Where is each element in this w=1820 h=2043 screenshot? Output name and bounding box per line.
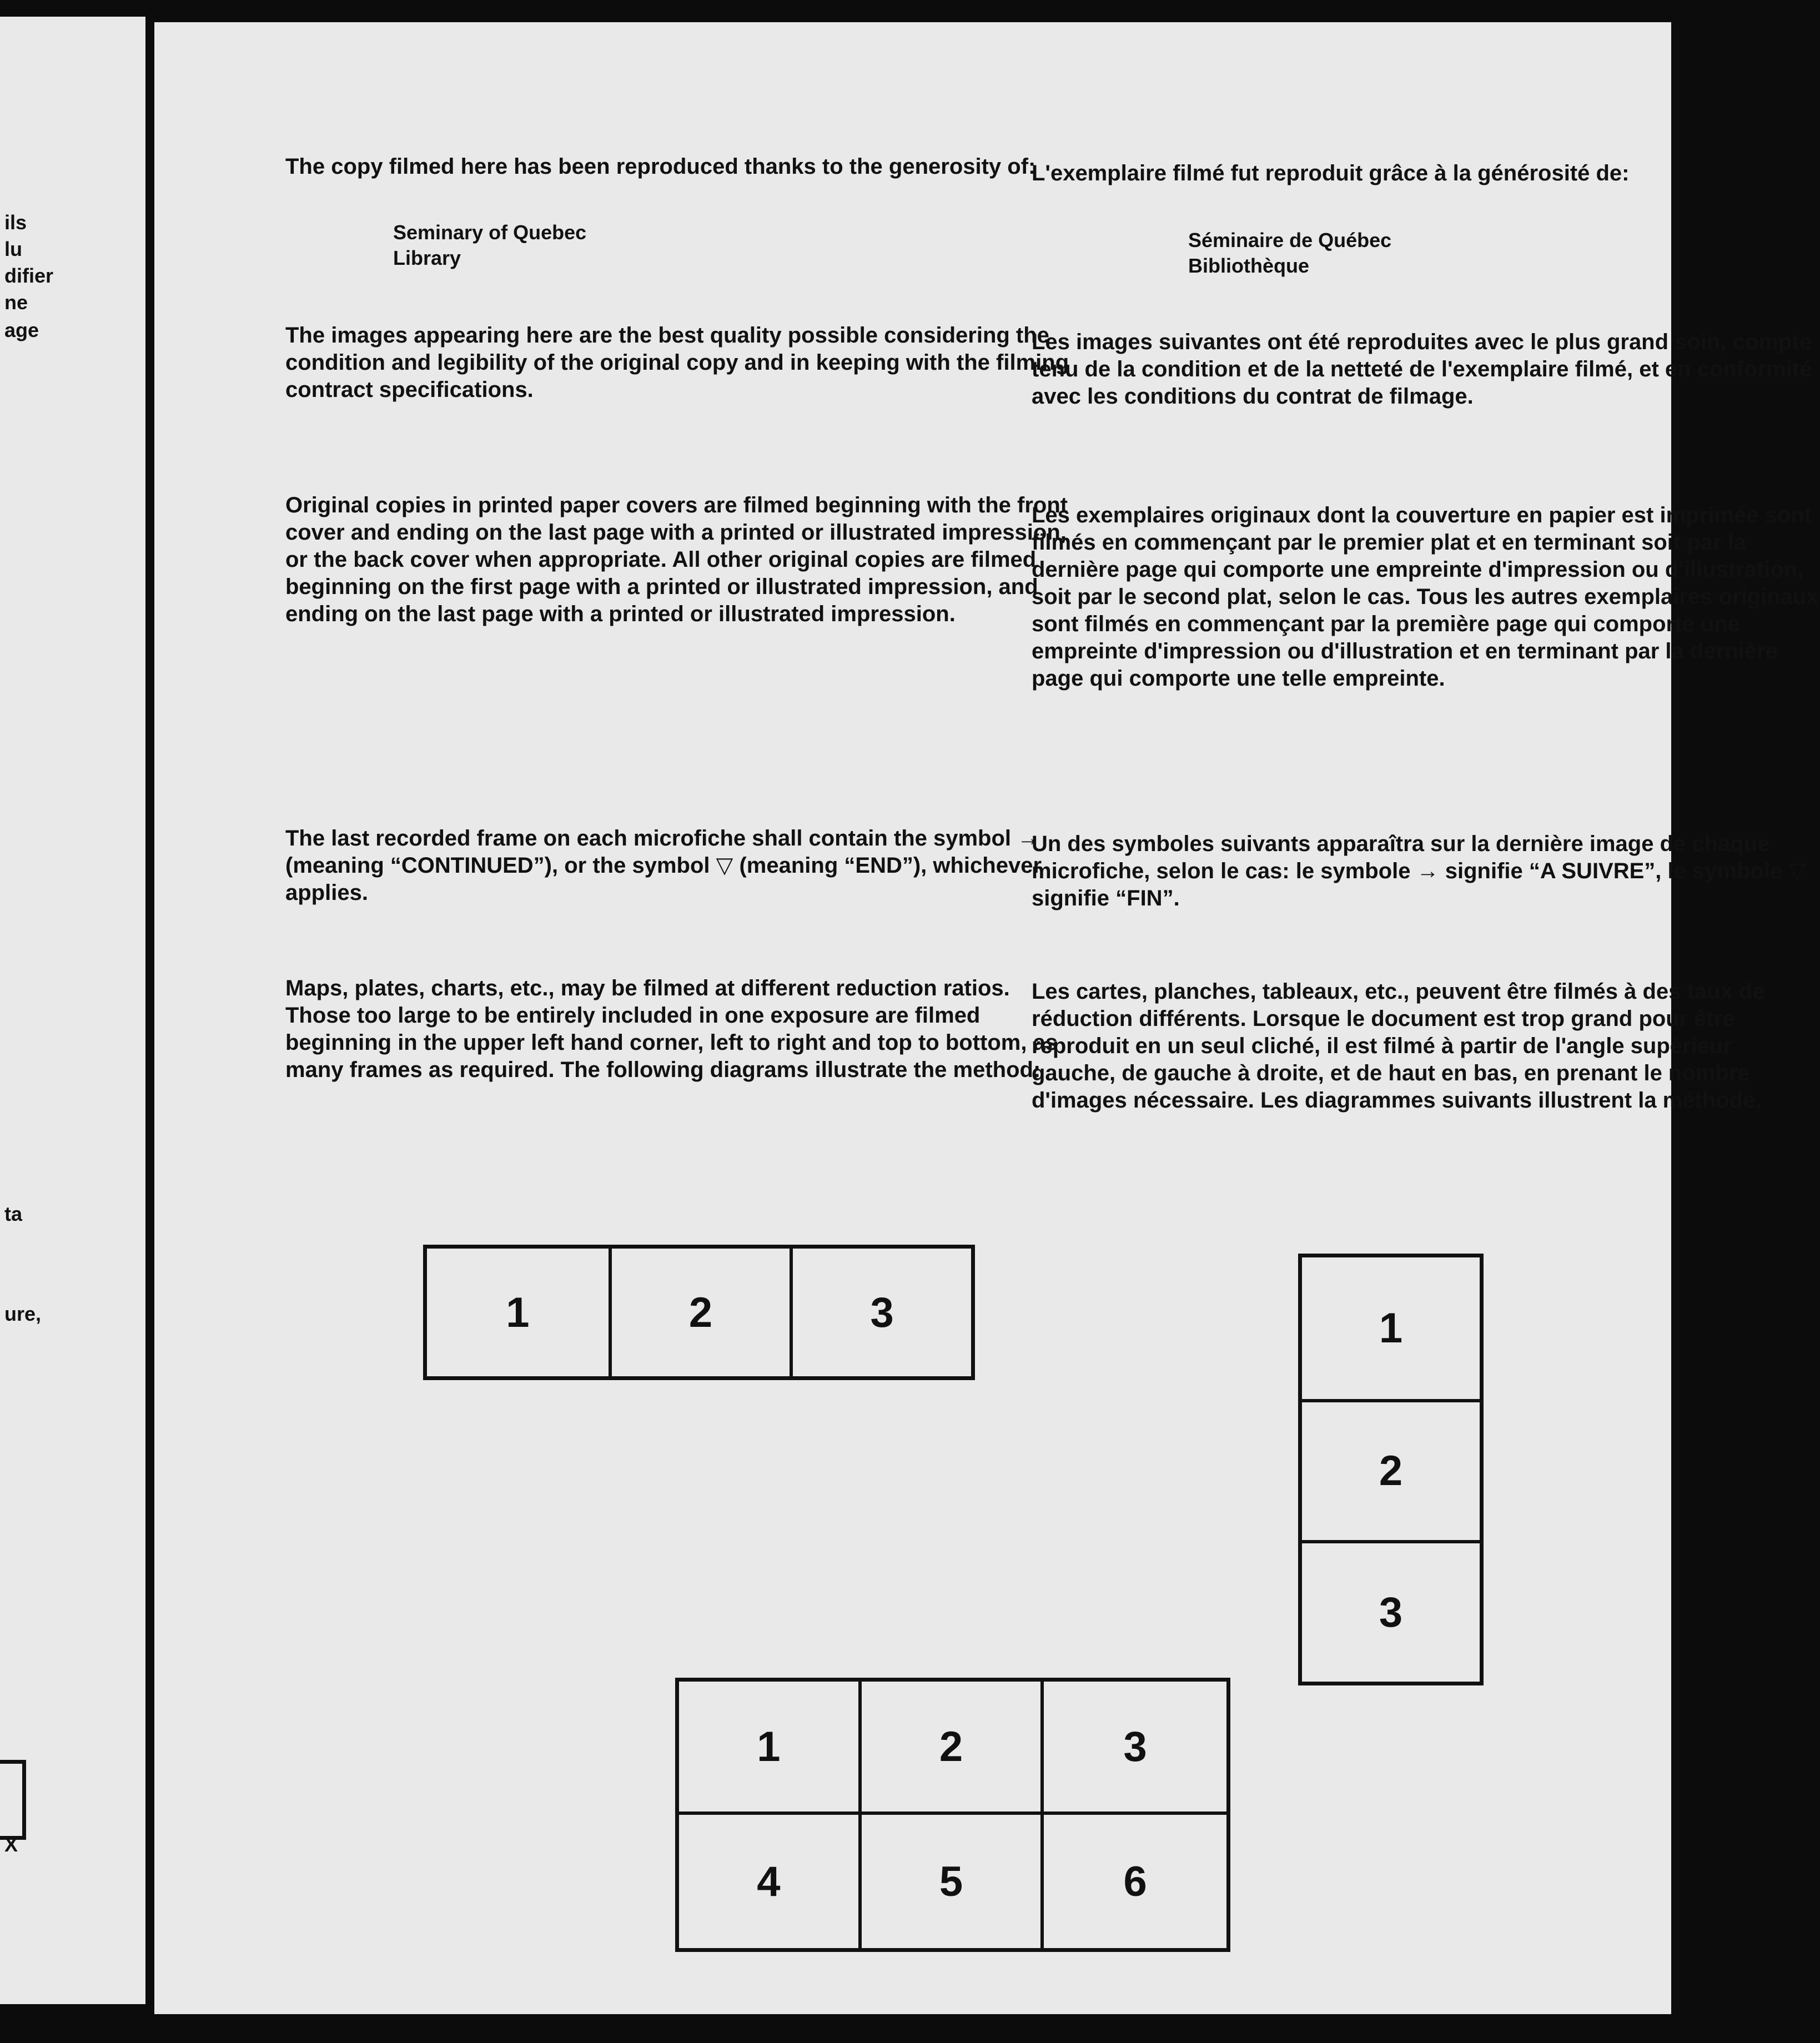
french-library-name: Séminaire de Québec <box>1188 229 1392 251</box>
french-paragraph-4 <box>1032 978 1820 1114</box>
english-paragraph-1 <box>285 322 1074 404</box>
english-library <box>393 220 586 271</box>
english-p2-text: Original copies in printed paper covers are filmed beginning with the front cover and ending on the last page with a printed or illustrated impression, or the back cover when appropriate. All other original copies are filmed beginning on the first page with a printed or illustrated impression, and ending on the last page with a printed or illustrated impression. <box>285 493 1068 626</box>
english-paragraph-3 <box>285 825 1074 907</box>
english-paragraph-2 <box>285 492 1074 628</box>
diagram-frame: 1 <box>506 1289 530 1336</box>
english-paragraph-4 <box>285 975 1074 1084</box>
left-text-fragment: ta <box>4 1202 23 1225</box>
left-page-edge <box>0 17 145 2004</box>
diagram-frame: 1 <box>679 1682 862 1815</box>
diagram-frame: 1 <box>1379 1304 1403 1352</box>
french-library <box>1188 228 1391 279</box>
main-page <box>154 22 1819 2014</box>
diagram-frame: 2 <box>609 1249 790 1376</box>
english-column <box>285 153 1074 180</box>
diagram-frame: 5 <box>862 1815 1044 1948</box>
english-intro: The copy filmed here has been reproduced thanks to the generosity of: <box>285 154 1036 179</box>
diagram-column-of-three <box>1298 1254 1484 1685</box>
left-text-fragment: ure, <box>4 1302 42 1325</box>
diagram-frame: 2 <box>1302 1399 1480 1541</box>
french-library-sub: Bibliothèque <box>1188 254 1309 277</box>
english-library-name: Seminary of Quebec <box>393 221 587 244</box>
english-p1-text: The images appearing here are the best quality possible considering the condition and legibility of the original copy and in keeping with the filming contract specifications. <box>285 323 1069 402</box>
french-p2-text: Les exemplaires originaux dont la couverture en papier est imprimée sont filmés en commençant par le premier plat et en terminant soit par la dernière page qui comporte une empreinte d'impression ou d'illustration, soit par le second plat, selon le cas. Tous les autres exemplaires originaux sont filmés en commençant par la première page qui comporte une empreinte d'impression ou d'illustration et en terminant par la dernière page qui comporte une telle empreinte. <box>1032 503 1819 691</box>
diagram-frame: 4 <box>679 1815 862 1948</box>
diagram-frame: 6 <box>1123 1858 1147 1905</box>
english-p3-text: The last recorded frame on each microfiche shall contain the symbol → (meaning “CONTINUED”), or the symbol ▽ (meaning “END”), whichever applies. <box>285 826 1042 905</box>
diagram-frame: 3 <box>1044 1682 1226 1815</box>
left-text-fragment: difier <box>4 264 54 287</box>
left-text-fragment: ils <box>4 211 27 234</box>
left-text-fragment: ne <box>4 291 28 314</box>
french-paragraph-3 <box>1032 831 1820 912</box>
left-text-fragment: age <box>4 319 39 341</box>
left-text-fragment: lu <box>4 238 22 260</box>
french-paragraph-1 <box>1032 329 1820 410</box>
french-column <box>1032 160 1820 187</box>
diagram-frame: 3 <box>790 1249 971 1376</box>
french-intro: L'exemplaire filmé fut reproduit grâce à la générosité de: <box>1032 161 1630 185</box>
diagram-grid-of-six <box>675 1678 1230 1952</box>
diagram-frame: 3 <box>1302 1540 1480 1682</box>
french-p1-text: Les images suivantes ont été reproduites avec le plus grand soin, compte tenu de la condition et de la netteté de l'exemplaire filmé, et en conformité avec les conditions du contrat de filmage. <box>1032 330 1812 409</box>
diagram-frame: 2 <box>862 1682 1044 1815</box>
english-library-sub: Library <box>393 246 461 269</box>
left-partial-box <box>0 1760 26 1840</box>
left-text-fragment: X <box>4 1833 18 1856</box>
french-p4-text: Les cartes, planches, tableaux, etc., peuvent être filmés à des taux de réduction différents. Lorsque le document est trop grand pour être reproduit en un seul cliché, il est filmé à partir de l'angle supérieur gauche, de gauche à droite, et de haut en bas, en prenant le nombre d'images nécessaire. Les diagrammes suivants illustrent la méthode. <box>1032 979 1765 1113</box>
english-p4-text: Maps, plates, charts, etc., may be filmed at different reduction ratios. Those too large to be entirely included in one exposure are filmed beginning in the upper left hand corner, left to right and top to bottom, as many frames as required. The following diagrams illustrate the method: <box>285 976 1058 1082</box>
diagram-row-of-three <box>423 1245 975 1380</box>
french-paragraph-2 <box>1032 502 1820 692</box>
french-p3-text: Un des symboles suivants apparaîtra sur la dernière image de chaque microfiche, selon le cas: le symbole → signifie “A SUIVRE”, le symbole ▽ signifie “FIN”. <box>1032 832 1806 910</box>
